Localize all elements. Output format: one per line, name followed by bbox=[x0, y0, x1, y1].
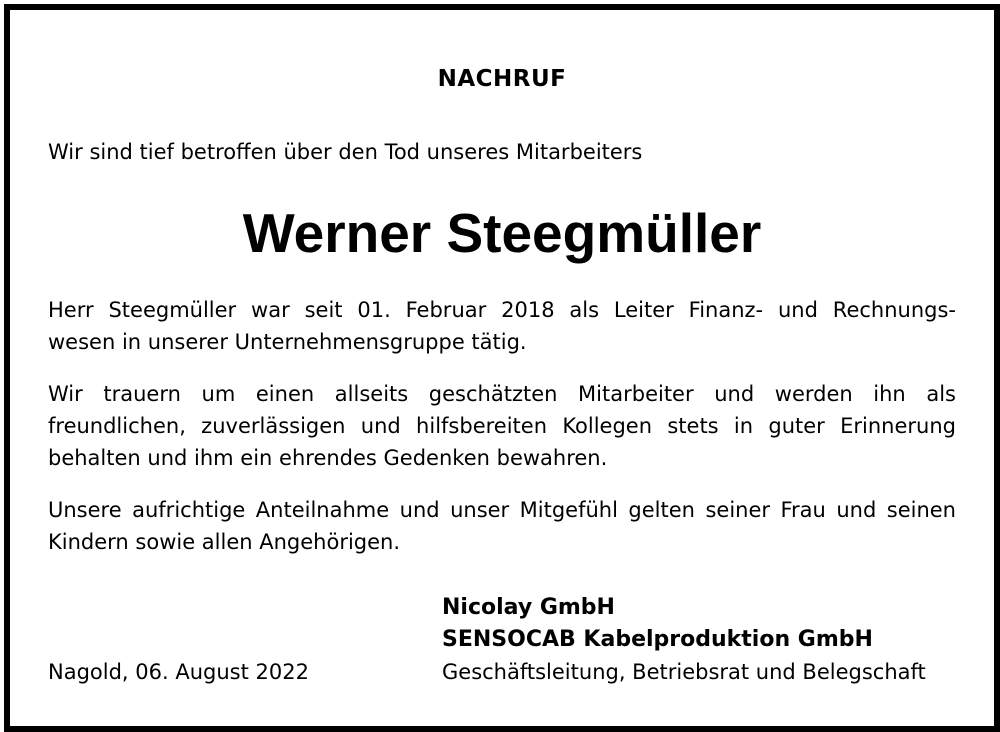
text-line: Unsere aufrichtige Anteilnahme und unser Mitgefühl gelten seiner Frau und seinen bbox=[48, 498, 956, 522]
text-line: freundlichen, zuverlässigen und hilfsbereiten Kollegen stets in guter Erinnerung bbox=[48, 414, 956, 438]
paragraph-career bbox=[48, 294, 956, 358]
paragraph-mourning bbox=[48, 378, 956, 474]
deceased-name: Werner Steegmüller bbox=[242, 202, 762, 264]
intro-text: Wir sind tief betroffen über den Tod unseres Mitarbeiters bbox=[48, 140, 643, 164]
place-and-date: Nagold, 06. August 2022 bbox=[48, 660, 309, 684]
company-name: Nicolay GmbH bbox=[442, 595, 615, 620]
obituary-notice bbox=[4, 4, 1000, 732]
text-line: Kindern sowie allen Angehörigen. bbox=[48, 530, 401, 554]
text-line: Wir trauern um einen allseits geschätzten Mitarbeiter und werden ihn als bbox=[48, 382, 956, 406]
text-line: Herr Steegmüller war seit 01. Februar 2018 als Leiter Finanz- und Rechnungs- bbox=[48, 298, 956, 322]
company-name: SENSOCAB Kabelproduktion GmbH bbox=[442, 627, 873, 652]
paragraph-condolences bbox=[48, 494, 956, 558]
text-line: behalten und ihm ein ehrendes Gedenken bewahren. bbox=[48, 446, 608, 470]
notice-heading: NACHRUF bbox=[437, 66, 567, 92]
text-line: wesen in unserer Unternehmensgruppe tätig. bbox=[48, 330, 527, 354]
signatories: Geschäftsleitung, Betriebsrat und Belegschaft bbox=[442, 660, 926, 684]
